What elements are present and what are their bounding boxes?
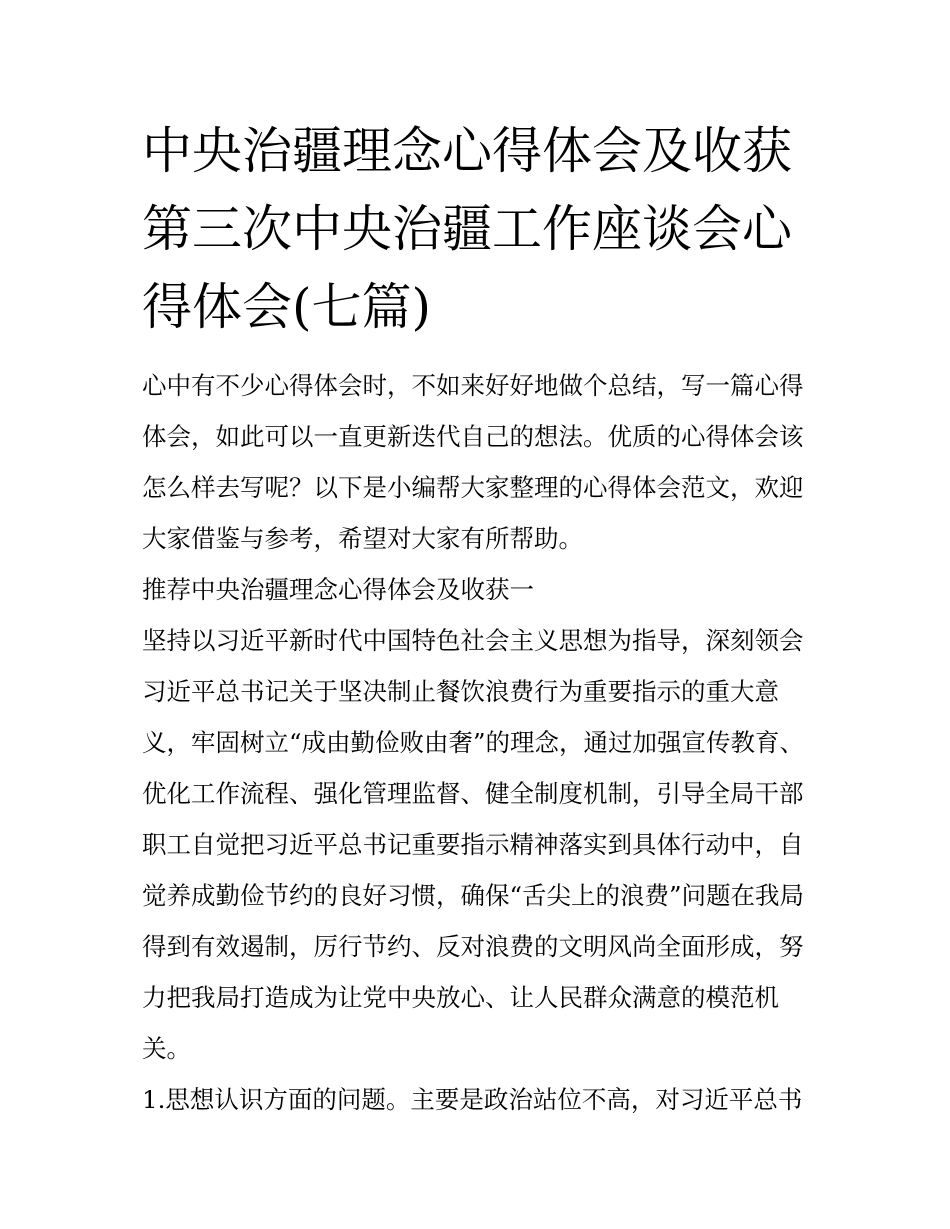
text-line: 力把我局打造成为让党中央放心、让人民群众满意的模范机 (142, 983, 779, 1012)
text-line: 坚持以习近平新时代中国特色社会主义思想为指导，深刻领会 (142, 626, 804, 655)
text-line: 优化工作流程、强化管理监督、健全制度机制，引导全局干部 (142, 779, 804, 808)
title-line: 第三次中央治疆工作座谈会心 (142, 200, 792, 258)
text-line: 心中有不少心得体会时，不如来好好地做个总结，写一篇心得 (142, 371, 804, 400)
text-line: 觉养成勤俭节约的良好习惯，确保“舌尖上的浪费”问题在我局 (142, 881, 805, 910)
intro-paragraph (142, 360, 818, 564)
numbered-paragraph (142, 1074, 818, 1125)
title-line: 得体会(七篇) (142, 278, 432, 336)
text-line: 职工自觉把习近平总书记重要指示精神落实到具体行动中，自 (142, 830, 804, 859)
section-heading-text: 推荐中央治疆理念心得体会及收获一 (142, 575, 534, 604)
title-line: 中央治疆理念心得体会及收获 (142, 122, 792, 180)
text-line: 体会，如此可以一直更新迭代自己的想法。优质的心得体会该 (142, 422, 804, 451)
document-title (142, 112, 802, 346)
body-paragraph (142, 615, 818, 1074)
spacer (142, 346, 818, 360)
document-body (142, 360, 818, 1125)
text-line: 1.思想认识方面的问题。主要是政治站位不高，对习近平总书 (142, 1085, 803, 1114)
section-heading (142, 564, 818, 615)
text-line: 得到有效遏制，厉行节约、反对浪费的文明风尚全面形成，努 (142, 932, 804, 961)
text-line: 习近平总书记关于坚决制止餐饮浪费行为重要指示的重大意 (142, 677, 779, 706)
text-line: 关。 (142, 1034, 191, 1063)
text-line: 义，牢固树立“成由勤俭败由奢”的理念，通过加强宣传教育、 (142, 728, 805, 757)
text-line: 大家借鉴与参考，希望对大家有所帮助。 (142, 524, 583, 553)
text-line: 怎么样去写呢？以下是小编帮大家整理的心得体会范文，欢迎 (142, 473, 804, 502)
document-page (142, 112, 818, 1125)
